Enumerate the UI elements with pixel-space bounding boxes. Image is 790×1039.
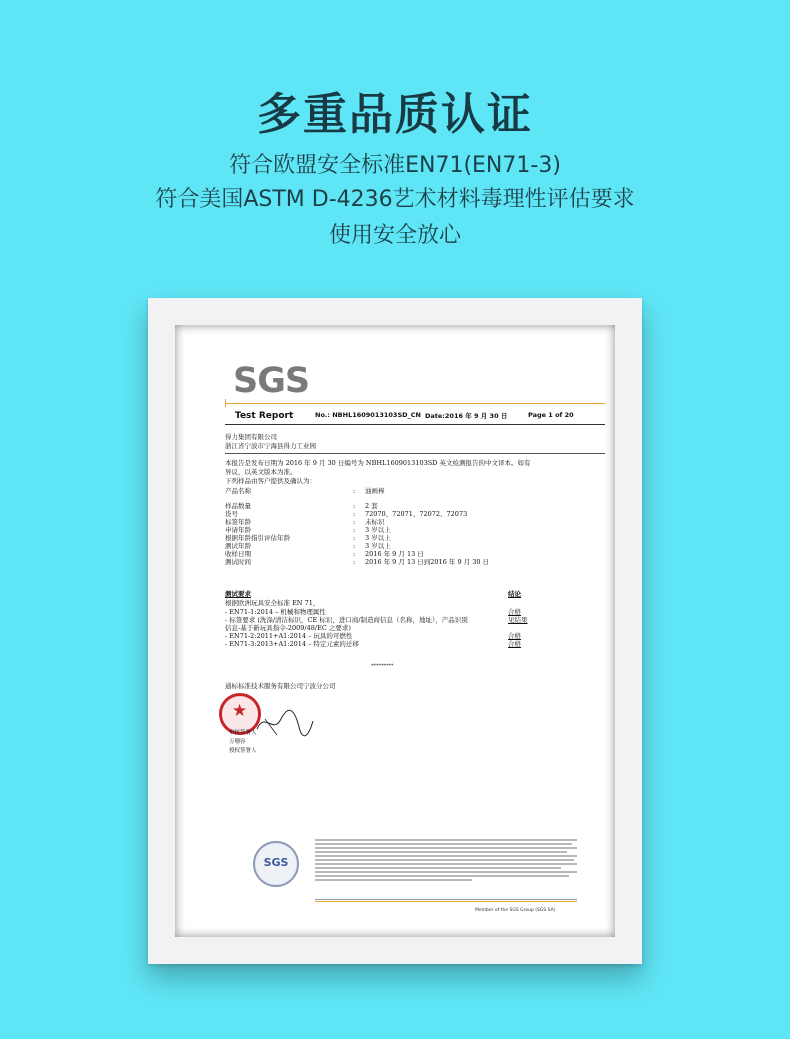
- logo-rule: [225, 403, 605, 404]
- requirement-text: - EN71-3:2013+A1:2014 – 特定元素的迁移: [225, 640, 359, 648]
- company-name: 得力集团有限公司: [225, 433, 277, 441]
- subline-en71: 符合欧盟安全标准EN71(EN71-3): [229, 153, 561, 178]
- footer-divider: [315, 899, 577, 900]
- member-line: Member of the SGS Group (SGS SA): [475, 908, 556, 913]
- requirements-intro: 根据欧洲玩具安全标准 EN 71，: [225, 599, 320, 607]
- field-label: 产品名称: [225, 487, 251, 495]
- company-address: 浙江省宁波市宁海县得力工业园: [225, 442, 316, 450]
- subline-astm: 符合美国ASTM D-4236艺术材料毒理性评估要求: [155, 187, 635, 212]
- separator: *********: [371, 663, 394, 669]
- field-value: 未标识: [365, 518, 385, 526]
- requirement-result: 合格: [508, 632, 521, 640]
- intro-line-3: 下列样品由客户提供及确认为：: [225, 477, 316, 485]
- field-value: 3 岁以上: [365, 534, 391, 542]
- field-label: 货号: [225, 510, 238, 518]
- subline-safe: 使用安全放心: [328, 223, 461, 248]
- report-title: Test Report: [235, 411, 294, 421]
- certificate-document: [175, 325, 615, 937]
- field-label: 根据年龄指引评估年龄: [225, 534, 290, 542]
- certificate-frame: [148, 298, 642, 964]
- field-colon: :: [353, 518, 356, 526]
- requirement-text: 信息-基于新玩具指令-2009/48/EC 之要求): [225, 624, 351, 632]
- field-colon: :: [353, 502, 356, 510]
- signer-name: 万珊容: [229, 739, 246, 745]
- requirement-result: 合格: [508, 608, 521, 616]
- field-colon: :: [353, 487, 356, 495]
- signature-scribble: [255, 705, 315, 739]
- signer-role: 授权签署人: [229, 748, 257, 754]
- field-label: 标签年龄: [225, 518, 251, 526]
- field-value: 2016 年 9 月 13 日: [365, 550, 424, 558]
- field-value: 油画棒: [365, 487, 385, 495]
- report-date: Date:2016 年 9 月 30 日: [425, 412, 508, 420]
- field-value: 3 岁以上: [365, 526, 391, 534]
- issuer-name: 通标标准技术服务有限公司宁波分公司: [225, 682, 336, 690]
- star-icon: ★: [232, 701, 248, 721]
- field-value: 3 岁以上: [365, 542, 391, 550]
- fine-print: [315, 839, 577, 883]
- field-label: 收样日期: [225, 550, 251, 558]
- field-colon: :: [353, 510, 356, 518]
- requirement-result: 见结果: [508, 616, 528, 624]
- header-divider: [225, 424, 605, 425]
- sgs-logo: SGS: [233, 361, 310, 401]
- field-colon: :: [353, 526, 356, 534]
- intro-line-1: 本报告是发布日期为 2016 年 9 月 30 日编号为 NBHL1609013103SD 英文检测报告的中文译本。如有: [225, 459, 531, 467]
- field-colon: :: [353, 534, 356, 542]
- requirement-text: - 标签要求 (洗涤/清洁标识，CE 标识，进口商/制造商信息（名称，地址），产品识别: [225, 616, 468, 624]
- conclusion-title: 结论: [508, 590, 521, 598]
- field-colon: :: [353, 558, 356, 566]
- field-label: 测试时间: [225, 558, 251, 566]
- report-page: Page 1 of 20: [528, 411, 574, 419]
- sgs-seal-logo: [253, 841, 299, 887]
- report-number: No.: NBHL1609013103SD_CN: [315, 411, 421, 419]
- field-value: 2 套: [365, 502, 378, 510]
- field-value: 72070、72071、72072、72073: [365, 510, 468, 518]
- field-label: 样品数量: [225, 502, 251, 510]
- requirement-text: - EN71-2:2011+A1:2014 – 玩具的可燃性: [225, 632, 353, 640]
- address-divider: [225, 453, 605, 454]
- field-label: 测试年龄: [225, 542, 251, 550]
- signer-title: 审核签署人: [229, 730, 257, 736]
- field-colon: :: [353, 550, 356, 558]
- requirement-text: - EN71-1:2014 – 机械和物理属性: [225, 608, 326, 616]
- field-colon: :: [353, 542, 356, 550]
- page-headline: 多重品质认证: [257, 89, 533, 140]
- requirement-result: 合格: [508, 640, 521, 648]
- footer-divider-orange: [315, 901, 577, 902]
- field-value: 2016 年 9 月 13 日到2016 年 9 月 30 日: [365, 558, 490, 566]
- field-label: 申请年龄: [225, 526, 251, 534]
- intro-line-2: 异议，以英文版本为准。: [225, 468, 297, 476]
- requirements-title: 测试要求: [225, 590, 251, 598]
- sgs-seal-text: SGS: [263, 856, 289, 869]
- certificate-mat: [175, 325, 615, 937]
